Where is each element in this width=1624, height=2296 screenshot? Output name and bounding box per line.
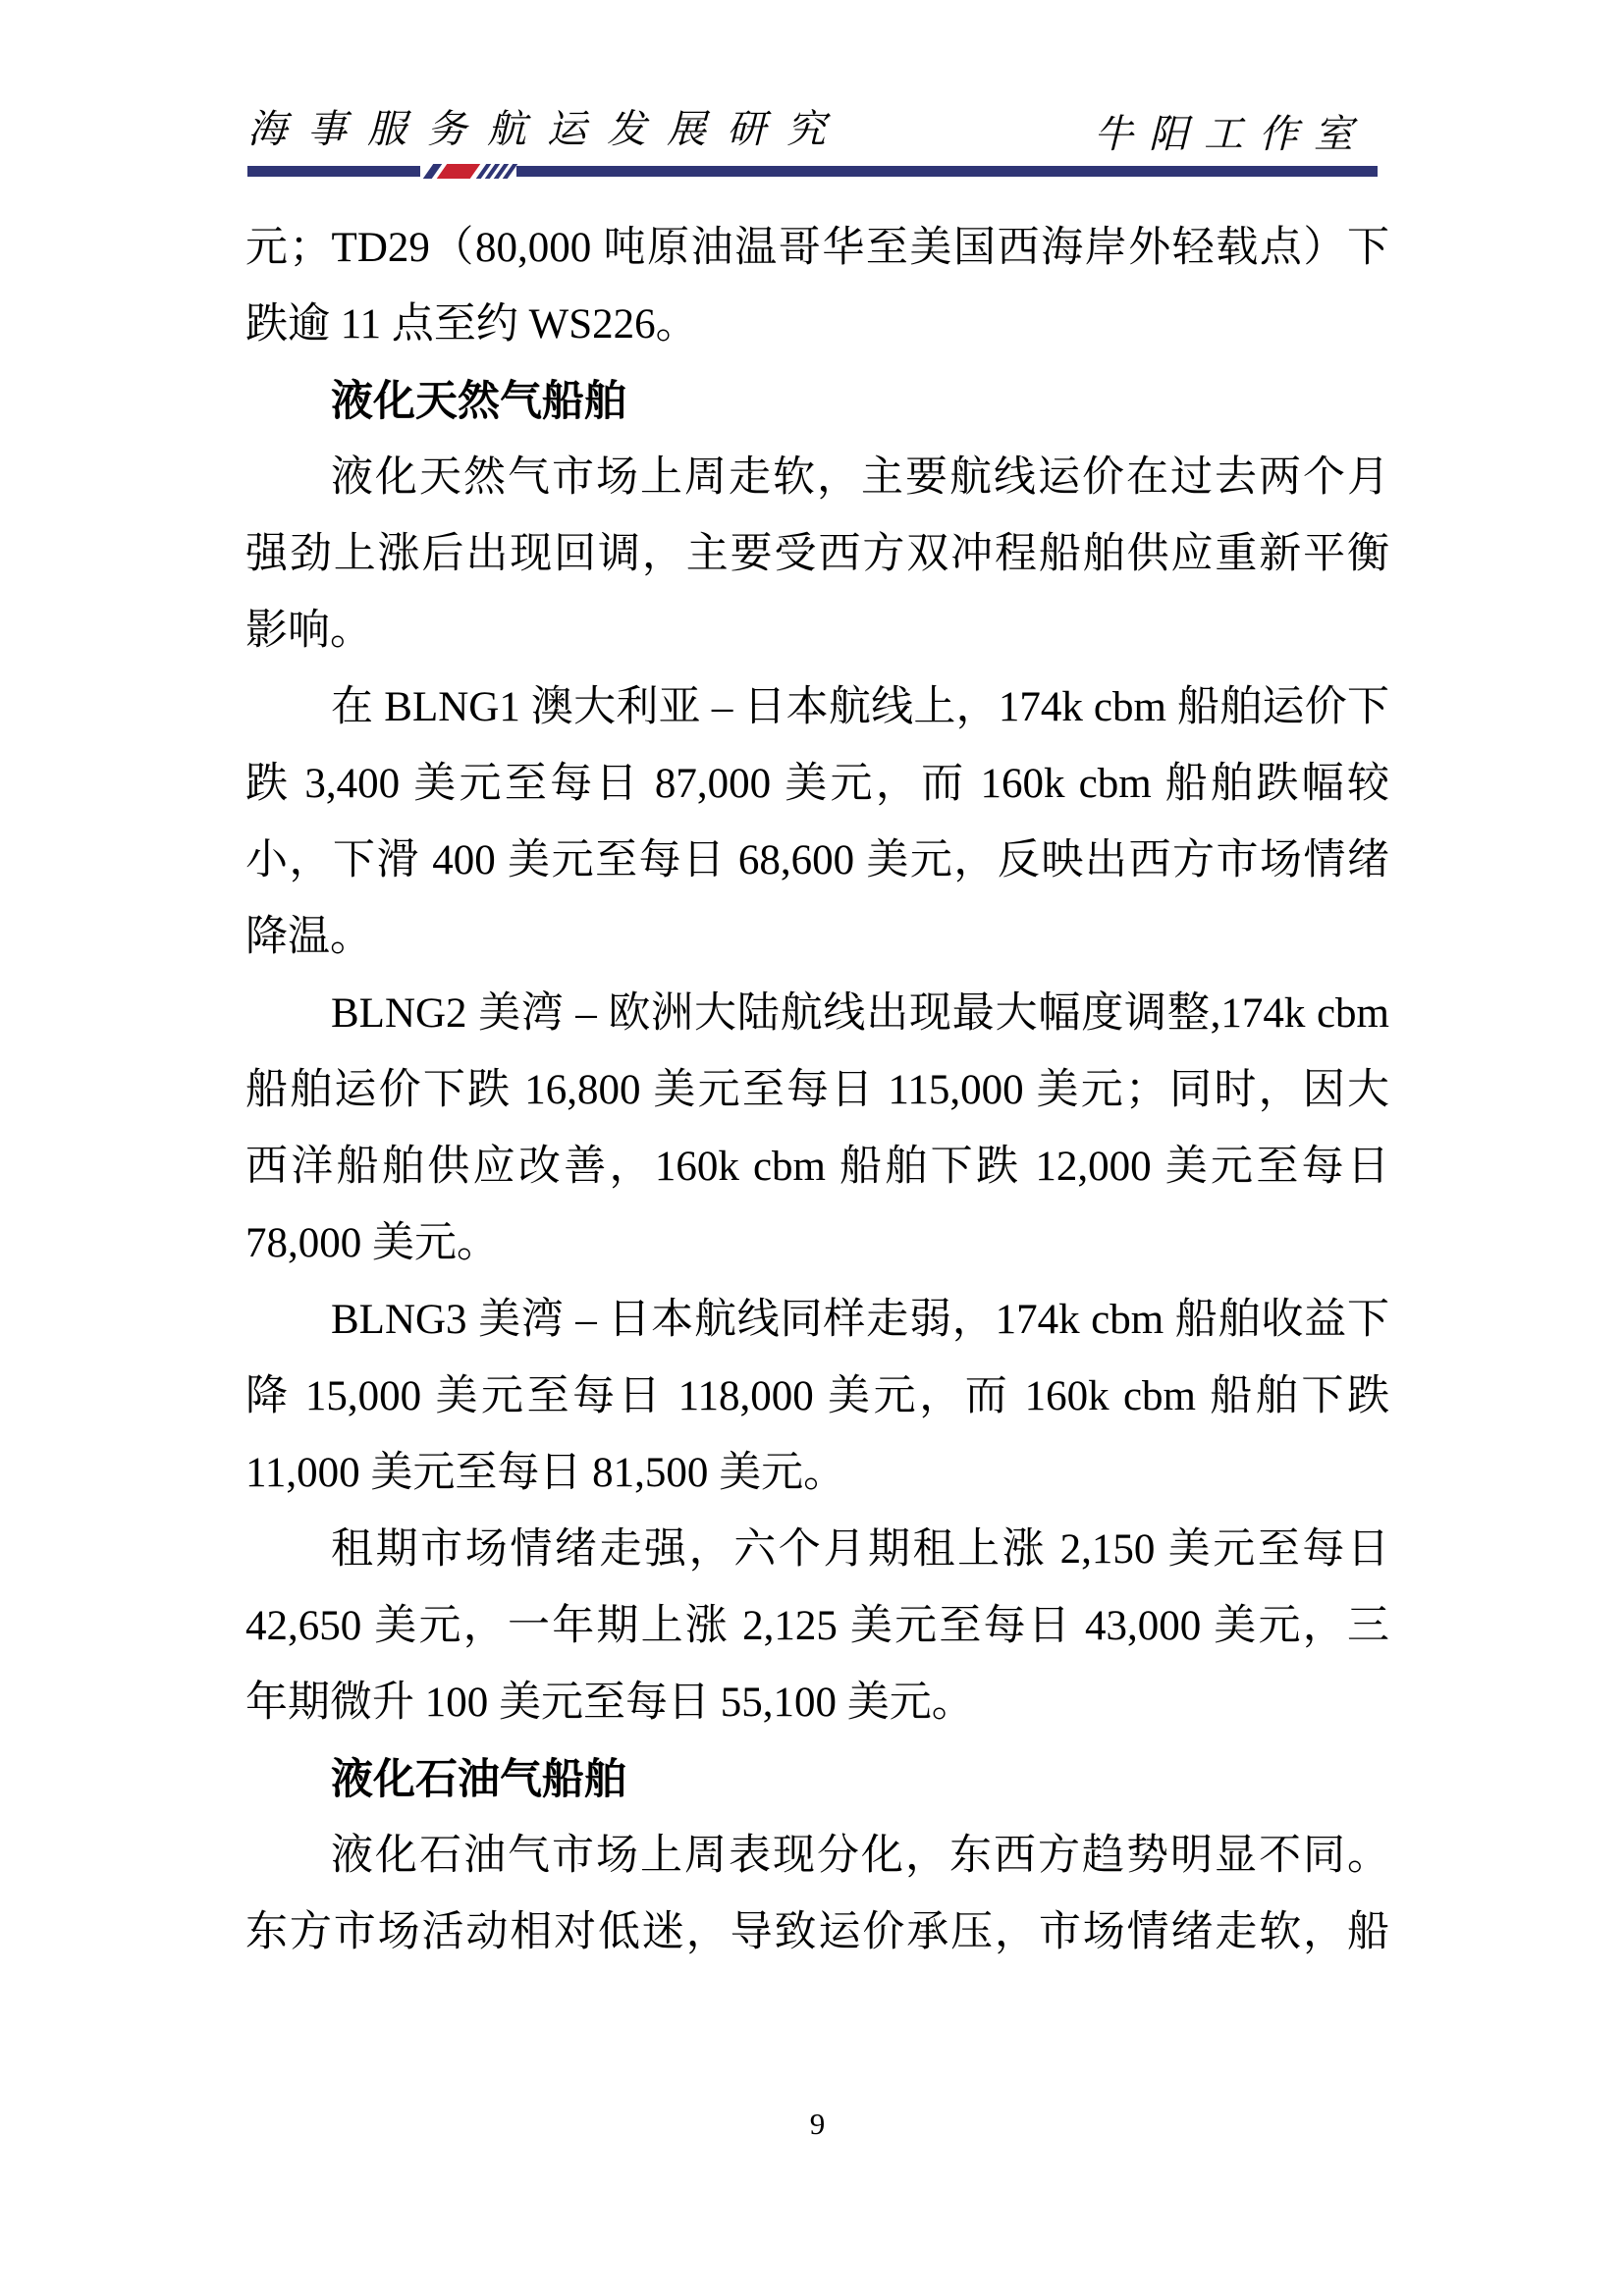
- section-heading-lng: 液化天然气船舶: [331, 378, 626, 425]
- text-line: 液化石油气市场上周表现分化，东西方趋势明显不同。: [331, 1833, 1389, 1879]
- text-line: 跌 3,400 美元至每日 87,000 美元，而 160k cbm 船舶跌幅较: [245, 761, 1389, 807]
- text-line: 元；TD29（80,000 吨原油温哥华至美国西海岸外轻载点）下: [245, 225, 1389, 271]
- header-title: 海事服务航运发展研究: [247, 107, 846, 151]
- text-line: 租期市场情绪走强，六个月期租上涨 2,150 美元至每日: [331, 1526, 1389, 1573]
- text-line: 在 BLNG1 澳大利亚 – 日本航线上，174k cbm 船舶运价下: [331, 684, 1389, 730]
- text-line: BLNG3 美湾 – 日本航线同样走弱，174k cbm 船舶收益下: [331, 1297, 1389, 1343]
- text-line: BLNG2 美湾 – 欧洲大陆航线出现最大幅度调整,174k cbm: [331, 990, 1389, 1037]
- decoration-red-bar: [437, 164, 481, 179]
- header-rule-decoration: [420, 164, 516, 179]
- text-line: 78,000 美元。: [245, 1220, 499, 1266]
- page-number: 9: [809, 2107, 826, 2141]
- text-line: 11,000 美元至每日 81,500 美元。: [245, 1450, 846, 1496]
- text-line: 降温。: [245, 914, 372, 960]
- text-line: 东方市场活动相对低迷，导致运价承压，市场情绪走软，船: [245, 1909, 1389, 1955]
- text-line: 船舶运价下跌 16,800 美元至每日 115,000 美元；同时，因大: [245, 1067, 1389, 1113]
- section-heading-lpg: 液化石油气船舶: [331, 1756, 626, 1803]
- text-line: 强劲上涨后出现回调，主要受西方双冲程船舶供应重新平衡: [245, 531, 1389, 577]
- text-line: 小，下滑 400 美元至每日 68,600 美元，反映出西方市场情绪: [245, 837, 1389, 883]
- text-line: 年期微升 100 美元至每日 55,100 美元。: [245, 1680, 974, 1726]
- document-body: [245, 210, 1389, 1971]
- header-rule: [247, 166, 1378, 177]
- text-line: 影响。: [245, 608, 372, 654]
- text-line: 液化天然气市场上周走软，主要航线运价在过去两个月: [331, 454, 1389, 501]
- text-line: 42,650 美元，一年期上涨 2,125 美元至每日 43,000 美元，三: [245, 1603, 1389, 1649]
- text-line: 降 15,000 美元至每日 118,000 美元，而 160k cbm 船舶下跌: [245, 1373, 1389, 1419]
- text-line: 跌逾 11 点至约 WS226。: [245, 301, 698, 347]
- text-line: 西洋船舶供应改善，160k cbm 船舶下跌 12,000 美元至每日: [245, 1144, 1389, 1190]
- header-studio: 牛阳工作室: [1094, 112, 1369, 156]
